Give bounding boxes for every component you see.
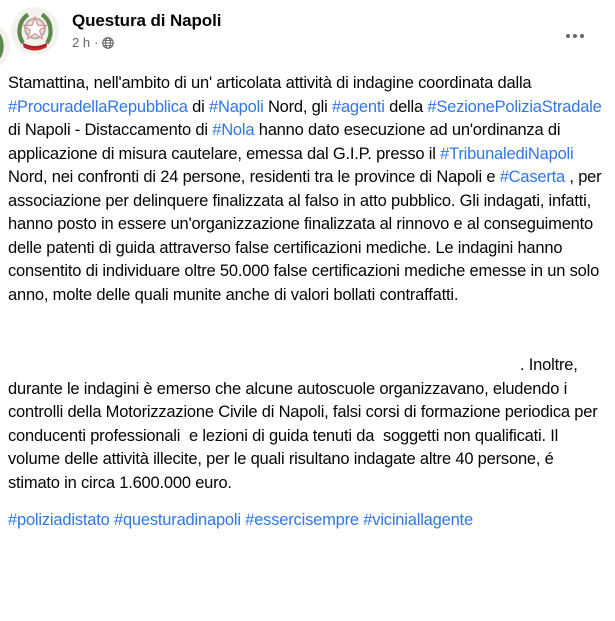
post-body <box>0 68 615 533</box>
post-header <box>0 0 615 68</box>
body-text: Stamattina, nell'ambito di un' articolata attività di indagine coordinata dalla <box>8 74 536 92</box>
hashtag-link[interactable]: #SezionePoliziaStradale <box>427 97 602 116</box>
hashtag-link[interactable]: #poliziadistato <box>8 511 110 529</box>
page-avatar[interactable] <box>11 7 59 55</box>
body-text: , per associazione per delinquere finalizzata al falso in atto pubblico. Gli indagati, infatti, hanno posto in essere un'organizzazione finalizzata al rinnovo e al conseguimento delle patenti di guida attraverso false certificazioni mediche. Le indagini hanno consentito di individuare oltre 50.000 false certificazioni mediche emesse in un solo anno, molte delle quali munite anche di valori bollati contraffatti. <box>8 168 606 304</box>
body-text: hanno dato esecuzione ad un'ordinanza di applicazione di misura cautelare, emessa dal G.I.P. presso il <box>8 121 565 163</box>
ellipsis-dot <box>573 34 577 38</box>
post-paragraph <box>8 72 607 307</box>
hashtag-link[interactable]: #Napoli <box>209 97 264 116</box>
hashtag-link[interactable]: #viciniallagente <box>363 511 473 529</box>
timestamp[interactable]: 2 h <box>72 35 91 50</box>
hashtag-link[interactable]: #essercisempre <box>245 511 359 529</box>
post-meta[interactable] <box>72 35 221 51</box>
post-paragraph <box>8 354 607 495</box>
globe-icon <box>102 37 114 49</box>
body-text: . Inoltre, durante le indagini è emerso che alcune autoscuole organizzavano, eludendo i controlli della Motorizzazione Civile di Napoli, falsi corsi di formazione periodica per conducenti professionali e lezioni di guida tenuti da soggetti non qualificati. Il volume delle attività illecite, per le quali risultano indagate altre 40 persone, é stimato in circa 1.600.000 euro. <box>8 356 602 492</box>
body-text: Nord, gli <box>263 97 332 116</box>
header-text <box>72 10 221 51</box>
redacted-pad <box>8 369 520 370</box>
ellipsis-dot <box>566 34 570 38</box>
body-text: della <box>384 97 428 116</box>
post-paragraph <box>8 509 607 533</box>
body-text: di <box>187 97 209 116</box>
post-options-button[interactable] <box>564 28 586 44</box>
hashtag-link[interactable]: #ProcuradellaRepubblica <box>8 97 188 116</box>
hashtag-link[interactable]: #agenti <box>331 97 385 116</box>
paragraph-gap <box>8 307 607 354</box>
page-name-link[interactable]: Questura di Napoli <box>72 11 222 30</box>
hashtag-link[interactable]: #TribunalediNapoli <box>440 144 574 163</box>
body-text: di Napoli - Distaccamento di <box>8 97 607 139</box>
hashtag-link[interactable]: #Caserta <box>499 168 566 186</box>
italy-emblem-icon <box>11 7 59 55</box>
hashtag-link[interactable]: #questuradinapoli <box>113 511 241 529</box>
meta-separator: · <box>94 35 99 50</box>
ellipsis-dot <box>580 34 584 38</box>
hashtag-link[interactable]: #Nola <box>212 121 255 139</box>
body-text: Nord, nei confronti di 24 persone, residenti tra le province di Napoli e <box>8 144 578 186</box>
paragraph-gap <box>8 495 607 509</box>
